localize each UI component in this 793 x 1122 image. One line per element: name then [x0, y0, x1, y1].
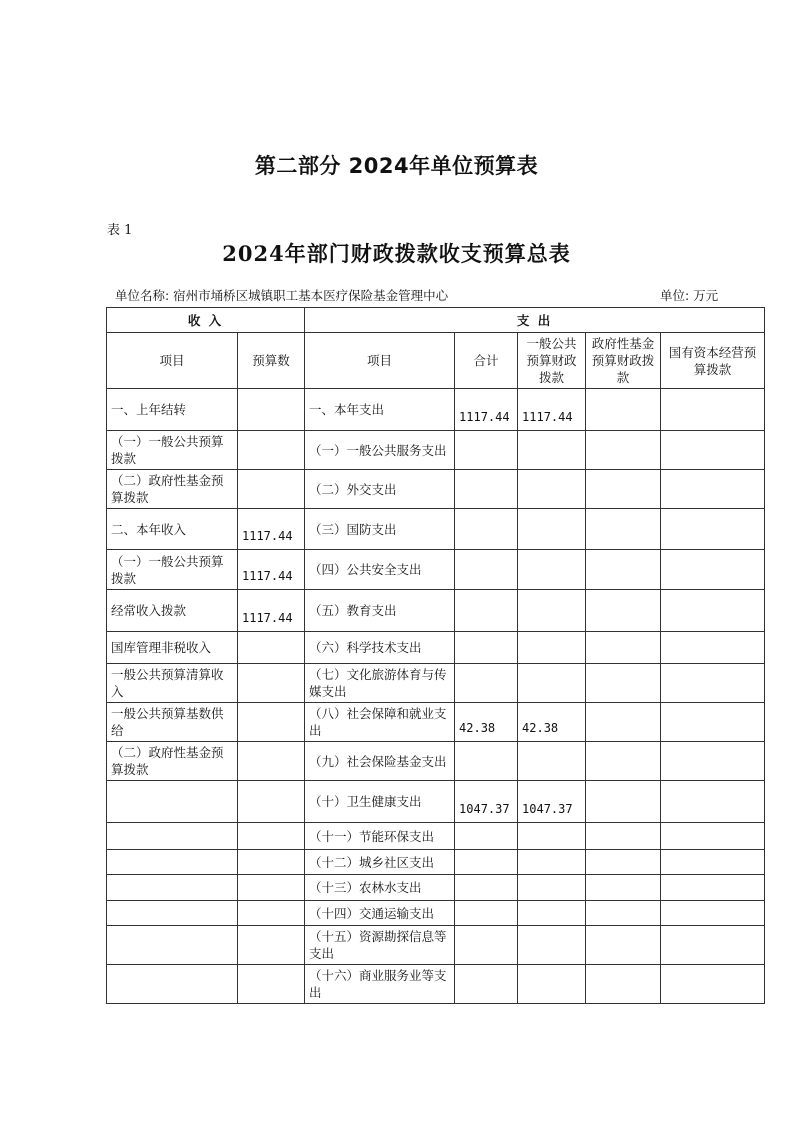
income-item-cell: （二）政府性基金预算拨款	[107, 742, 238, 781]
table-row	[107, 823, 765, 850]
gov-fund-cell	[586, 509, 661, 550]
state-capital-cell	[661, 823, 765, 850]
budget-amount-cell	[238, 901, 305, 926]
total-cell	[455, 664, 518, 703]
table-row	[107, 926, 765, 965]
budget-amount-cell	[238, 431, 305, 470]
state-capital-cell	[661, 781, 765, 823]
state-capital-cell	[661, 470, 765, 509]
income-item-cell: 一、上年结转	[107, 389, 238, 431]
total-cell	[455, 470, 518, 509]
budget-table	[106, 307, 765, 1004]
table-row	[107, 590, 765, 632]
total-cell	[455, 742, 518, 781]
gov-fund-cell	[586, 850, 661, 875]
budget-amount-cell	[238, 470, 305, 509]
column-header-budget-amount: 预算数	[238, 333, 305, 389]
income-item-cell	[107, 901, 238, 926]
expense-item-cell: （十二）城乡社区支出	[305, 850, 455, 875]
state-capital-cell	[661, 875, 765, 901]
state-capital-cell	[661, 664, 765, 703]
income-item-cell	[107, 781, 238, 823]
table-row	[107, 901, 765, 926]
table-row	[107, 875, 765, 901]
gov-fund-cell	[586, 926, 661, 965]
expense-item-cell: （十三）农林水支出	[305, 875, 455, 901]
gov-fund-cell	[586, 389, 661, 431]
gov-fund-cell	[586, 901, 661, 926]
state-capital-cell	[661, 703, 765, 742]
general-public-cell: 42.38	[518, 703, 586, 742]
state-capital-cell	[661, 926, 765, 965]
expense-item-cell: （十六）商业服务业等支出	[305, 965, 455, 1004]
gov-fund-cell	[586, 742, 661, 781]
expense-item-cell: （十）卫生健康支出	[305, 781, 455, 823]
table-row	[107, 509, 765, 550]
total-cell	[455, 850, 518, 875]
total-cell: 42.38	[455, 703, 518, 742]
income-item-cell: （二）政府性基金预算拨款	[107, 470, 238, 509]
expense-item-cell: （十一）节能环保支出	[305, 823, 455, 850]
income-item-cell: 二、本年收入	[107, 509, 238, 550]
general-public-cell	[518, 431, 586, 470]
gov-fund-cell	[586, 590, 661, 632]
total-cell	[455, 926, 518, 965]
table-row	[107, 470, 765, 509]
state-capital-cell	[661, 850, 765, 875]
budget-amount-cell	[238, 632, 305, 664]
total-cell	[455, 875, 518, 901]
part-title: 第二部分 2024年单位预算表	[254, 154, 539, 178]
general-public-cell	[518, 664, 586, 703]
income-item-cell: 经常收入拨款	[107, 590, 238, 632]
gov-fund-cell	[586, 431, 661, 470]
total-cell	[455, 901, 518, 926]
income-item-cell	[107, 850, 238, 875]
total-cell: 1117.44	[455, 389, 518, 431]
general-public-cell	[518, 590, 586, 632]
gov-fund-cell	[586, 875, 661, 901]
state-capital-cell	[661, 742, 765, 781]
budget-amount-cell	[238, 742, 305, 781]
table-row	[107, 703, 765, 742]
state-capital-cell	[661, 509, 765, 550]
general-public-cell	[518, 550, 586, 590]
general-public-cell	[518, 901, 586, 926]
state-capital-cell	[661, 590, 765, 632]
budget-table-body	[107, 389, 765, 1004]
income-item-cell	[107, 926, 238, 965]
total-cell	[455, 632, 518, 664]
table-row	[107, 850, 765, 875]
state-capital-cell	[661, 550, 765, 590]
budget-amount-cell	[238, 781, 305, 823]
gov-fund-cell	[586, 823, 661, 850]
table-row	[107, 664, 765, 703]
income-item-cell: 国库管理非税收入	[107, 632, 238, 664]
general-public-cell: 1117.44	[518, 389, 586, 431]
income-item-cell	[107, 875, 238, 901]
total-cell	[455, 965, 518, 1004]
gov-fund-cell	[586, 664, 661, 703]
income-item-cell	[107, 965, 238, 1004]
income-item-cell: 一般公共预算基数供给	[107, 703, 238, 742]
general-public-cell	[518, 509, 586, 550]
general-public-cell	[518, 823, 586, 850]
expense-section-header: 支 出	[305, 308, 765, 333]
total-cell	[455, 823, 518, 850]
income-item-cell: （一）一般公共预算拨款	[107, 550, 238, 590]
expense-item-cell: （七）文化旅游体育与传媒支出	[305, 664, 455, 703]
state-capital-cell	[661, 431, 765, 470]
gov-fund-cell	[586, 965, 661, 1004]
state-capital-cell	[661, 389, 765, 431]
gov-fund-cell	[586, 781, 661, 823]
budget-amount-cell	[238, 664, 305, 703]
budget-amount-cell	[238, 875, 305, 901]
column-header-gov-fund: 政府性基金预算财政拨款	[586, 333, 661, 389]
income-item-cell: 一般公共预算清算收入	[107, 664, 238, 703]
table-row	[107, 781, 765, 823]
general-public-cell: 1047.37	[518, 781, 586, 823]
income-item-cell: （一）一般公共预算拨款	[107, 431, 238, 470]
table-number: 表 1	[107, 223, 133, 238]
expense-item-cell: 一、本年支出	[305, 389, 455, 431]
general-public-cell	[518, 742, 586, 781]
income-section-header: 收 入	[107, 308, 305, 333]
table-row	[107, 431, 765, 470]
budget-amount-cell: 1117.44	[238, 509, 305, 550]
budget-amount-cell	[238, 703, 305, 742]
general-public-cell	[518, 875, 586, 901]
currency-unit: 单位: 万元	[660, 288, 719, 303]
column-header-total: 合计	[455, 333, 518, 389]
general-public-cell	[518, 850, 586, 875]
budget-amount-cell	[238, 389, 305, 431]
expense-item-cell: （八）社会保障和就业支出	[305, 703, 455, 742]
column-header-general-public: 一般公共预算财政拨款	[518, 333, 586, 389]
table-row	[107, 632, 765, 664]
unit-name: 单位名称: 宿州市埇桥区城镇职工基本医疗保险基金管理中心	[115, 288, 449, 303]
table-row	[107, 965, 765, 1004]
table-row	[107, 550, 765, 590]
expense-item-cell: （九）社会保险基金支出	[305, 742, 455, 781]
column-header-income-item: 项目	[107, 333, 238, 389]
column-header-state-capital: 国有资本经营预算拨款	[661, 333, 765, 389]
table-row	[107, 742, 765, 781]
budget-amount-cell: 1117.44	[238, 550, 305, 590]
expense-item-cell: （二）外交支出	[305, 470, 455, 509]
expense-item-cell: （三）国防支出	[305, 509, 455, 550]
table-row	[107, 389, 765, 431]
expense-item-cell: （四）公共安全支出	[305, 550, 455, 590]
budget-amount-cell	[238, 850, 305, 875]
gov-fund-cell	[586, 550, 661, 590]
expense-item-cell: （五）教育支出	[305, 590, 455, 632]
total-cell	[455, 431, 518, 470]
state-capital-cell	[661, 901, 765, 926]
total-cell: 1047.37	[455, 781, 518, 823]
general-public-cell	[518, 926, 586, 965]
gov-fund-cell	[586, 632, 661, 664]
total-cell	[455, 550, 518, 590]
column-header-expense-item: 项目	[305, 333, 455, 389]
expense-item-cell: （一）一般公共服务支出	[305, 431, 455, 470]
state-capital-cell	[661, 965, 765, 1004]
expense-item-cell: （十四）交通运输支出	[305, 901, 455, 926]
expense-item-cell: （六）科学技术支出	[305, 632, 455, 664]
gov-fund-cell	[586, 470, 661, 509]
expense-item-cell: （十五）资源勘探信息等支出	[305, 926, 455, 965]
table-title: 2024年部门财政拨款收支预算总表	[222, 241, 571, 266]
budget-amount-cell	[238, 823, 305, 850]
budget-amount-cell: 1117.44	[238, 590, 305, 632]
state-capital-cell	[661, 632, 765, 664]
total-cell	[455, 509, 518, 550]
general-public-cell	[518, 632, 586, 664]
budget-amount-cell	[238, 965, 305, 1004]
income-item-cell	[107, 823, 238, 850]
general-public-cell	[518, 470, 586, 509]
total-cell	[455, 590, 518, 632]
budget-amount-cell	[238, 926, 305, 965]
general-public-cell	[518, 965, 586, 1004]
gov-fund-cell	[586, 703, 661, 742]
